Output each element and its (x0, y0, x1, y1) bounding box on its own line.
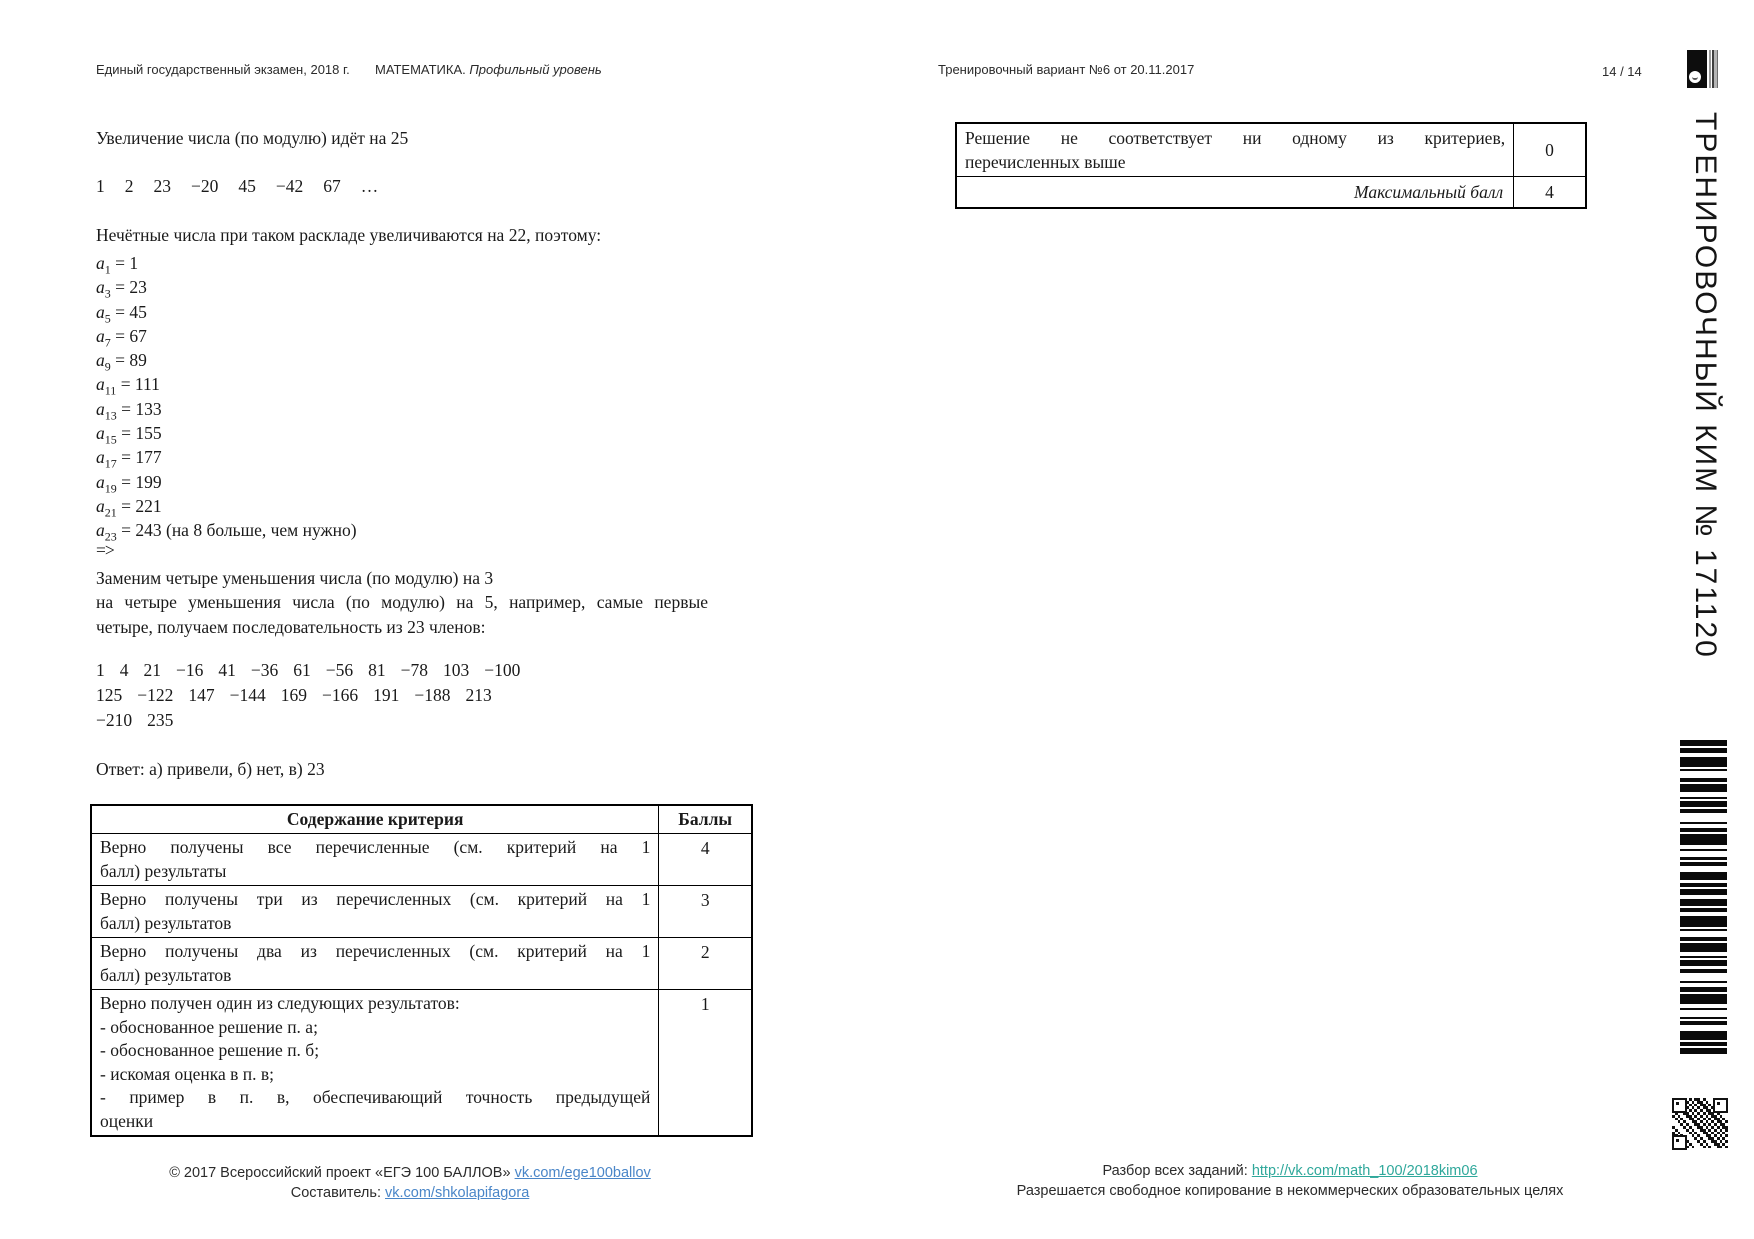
implies-arrow: => (96, 540, 114, 560)
score-criteria-cell: Максимальный балл (956, 177, 1514, 209)
sequence-term: $a_{15} = 155$ (96, 423, 162, 447)
criteria-points-cell: 1 (659, 990, 752, 1137)
solution-intro-line: Увеличение числа (по модулю) идёт на 25 (96, 128, 409, 148)
barcode-bar (1680, 813, 1727, 821)
criteria-table-body (91, 834, 752, 1137)
header-exam-title: Единый государственный экзамен, 2018 г. (96, 62, 350, 77)
footer-author-text: Составитель: (290, 1185, 385, 1201)
sequence-term: $a_{23} = 243$ (на 8 больше, чем нужно) (96, 520, 357, 544)
sequence-term: $a_1 = 1$ (96, 253, 139, 277)
barcode-bar (1680, 916, 1727, 927)
criteria-row (91, 938, 752, 990)
sequence-number: −78 (400, 660, 428, 680)
sequence-number: 67 (323, 176, 341, 196)
text-line: оценки (100, 1110, 154, 1131)
barcode-bar (1680, 757, 1727, 768)
footer-right (985, 1161, 1595, 1201)
sequence-number: 235 (147, 710, 174, 730)
sequence-number: 23 (153, 176, 171, 196)
criteria-header-row (91, 805, 752, 834)
text-line: - обоснованное решение п. а; (100, 1016, 318, 1037)
text-line: Верно получены два из перечисленных (см. критерий на 1 (100, 941, 651, 961)
sequence-term: $a_{19} = 199$ (96, 471, 162, 496)
text-line: перечисленных выше (965, 152, 1126, 172)
qr-finder-square (1713, 1098, 1728, 1113)
sequence-term: $a_{13} = 133$ (96, 398, 162, 423)
sequence-number: 61 (293, 660, 311, 680)
sequence-line-result-1 (96, 660, 535, 681)
barcode-bar (1680, 872, 1727, 880)
barcode-bar (1680, 994, 1727, 1005)
sequence-number: −16 (176, 660, 204, 680)
barcode-bar (1680, 1054, 1727, 1056)
sequence-number: 1 (96, 660, 105, 680)
criteria-header-name: Содержание критерия (91, 805, 659, 834)
sequence-number: 21 (143, 660, 161, 680)
criteria-text-cell (91, 990, 659, 1137)
header-subject-level: Профильный уровень (465, 62, 602, 77)
sequence-number: −188 (414, 685, 451, 705)
criteria-row (91, 834, 752, 886)
qr-finder-square (1672, 1135, 1687, 1150)
score-table-row (956, 177, 1586, 209)
sequence-term: $a_{21} = 221$ (96, 495, 162, 520)
barcode-bar (1680, 1031, 1727, 1039)
sequence-term: $a_5 = 45$ (96, 301, 147, 326)
sequence-number: −100 (484, 660, 521, 680)
footer-author-line (150, 1183, 670, 1203)
criteria-points-cell: 3 (659, 886, 752, 938)
sequence-number: −56 (325, 660, 354, 680)
qr-code (1672, 1098, 1728, 1150)
text-line: - искомая оценка в п. в; (100, 1063, 275, 1084)
sequence-number: 2 (124, 176, 134, 196)
text-line: Заменим четыре уменьшения числа (по модулю) на 3 (96, 568, 494, 588)
sequence-number: 1 (96, 176, 105, 196)
odd-numbers-note: Нечётные числа при таком раскладе увеличиваются на 22, поэтому: (96, 225, 602, 245)
text-line: на четыре уменьшения числа (по модулю) на 5, например, самые первые (96, 592, 708, 613)
sequence-number: 191 (373, 685, 400, 705)
score-value-cell: 0 (1514, 123, 1586, 177)
header-subject-main: МАТЕМАТИКА. (375, 62, 466, 77)
criteria-row (91, 990, 752, 1137)
barcode-bar (1680, 834, 1727, 845)
sequence-line-initial (96, 176, 398, 197)
sequence-number: 125 (96, 685, 123, 705)
sequence-number: 169 (280, 685, 307, 705)
text-line: балл) результатов (100, 964, 232, 985)
text-line: балл) результатов (100, 912, 232, 933)
sequence-number: −210 (96, 710, 133, 730)
ege-logo-icon (1687, 50, 1718, 88)
sequence-term: $a_{11} = 111$ (96, 374, 160, 398)
text-line: Верно получен один из следующих результатов: (100, 993, 460, 1013)
header-subject (375, 62, 602, 77)
footer-license-line: Разрешается свободное копирование в некоммерческих образовательных целях (1016, 1183, 1564, 1199)
text-line: балл) результаты (100, 860, 227, 881)
sequence-number: −36 (250, 660, 279, 680)
sequence-number: 45 (238, 176, 256, 196)
score-criteria-cell (956, 123, 1514, 177)
sequence-number: −42 (275, 176, 304, 196)
score-table-row (956, 123, 1586, 177)
sequence-number: 81 (368, 660, 386, 680)
criteria-points-cell: 2 (659, 938, 752, 990)
barcode-bar (1680, 784, 1727, 792)
criteria-text-cell (91, 834, 659, 886)
replacement-paragraph (96, 566, 708, 639)
text-line: Верно получены все перечисленные (см. критерий на 1 (100, 837, 651, 857)
sequence-number: 41 (218, 660, 236, 680)
sequence-number: −144 (229, 685, 266, 705)
sequence-number: −20 (191, 176, 219, 196)
no-criteria-score-table (955, 122, 1587, 209)
page-number: 14 / 14 (1602, 64, 1642, 79)
vertical-kim-label: ТРЕНИРОВОЧНЫЙ КИМ № 171120 (1689, 112, 1722, 659)
text-line: - пример в п. в, обеспечивающий точность предыдущей (100, 1087, 651, 1107)
footer-solutions-link[interactable]: http://vk.com/math_100/2018kim06 (1251, 1163, 1478, 1179)
sequence-number: 147 (188, 685, 215, 705)
sequence-number: 4 (119, 660, 129, 680)
sequence-line-result-3 (96, 710, 188, 731)
header-variant: Тренировочный вариант №6 от 20.11.2017 (938, 62, 1195, 77)
score-value-cell: 4 (1514, 177, 1586, 209)
sequence-number: 103 (443, 660, 470, 680)
barcode (1680, 740, 1727, 1056)
sequence-number: … (360, 176, 379, 196)
sequence-term: $a_3 = 23$ (96, 277, 147, 301)
text-line: четыре, получаем последовательность из 23 членов: (96, 616, 486, 637)
sequence-term: $a_9 = 89$ (96, 350, 147, 374)
logo-stripes (1709, 50, 1718, 88)
barcode-bar (1680, 943, 1727, 951)
text-line: Верно получены три из перечисленных (см. критерий на 1 (100, 889, 651, 909)
qr-finder-square (1672, 1098, 1687, 1113)
footer-copyright-text: © 2017 Всероссийский проект «ЕГЭ 100 БАЛЛОВ» (169, 1165, 515, 1181)
criteria-points-cell: 4 (659, 834, 752, 886)
score-table-body (956, 123, 1586, 208)
sequence-line-result-2 (96, 685, 507, 706)
criteria-text-cell (91, 938, 659, 990)
sequence-term: $a_{17} = 177$ (96, 447, 162, 471)
sequence-number: −122 (137, 685, 174, 705)
footer-project-link[interactable]: vk.com/ege100ballov (514, 1165, 651, 1181)
footer-author-link[interactable]: vk.com/shkolapifagora (385, 1185, 530, 1201)
criteria-row (91, 886, 752, 938)
text-line: - обоснованное решение п. б; (100, 1040, 320, 1060)
footer-solutions-text: Разбор всех заданий: (1102, 1163, 1252, 1179)
sequence-term: $a_7 = 67$ (96, 325, 147, 350)
criteria-table (90, 804, 753, 1137)
footer-copyright-line (150, 1163, 670, 1183)
logo-circle (1689, 71, 1701, 83)
criteria-header-points: Баллы (659, 805, 752, 834)
a-terms-list (96, 251, 357, 543)
answer-line: Ответ: а) привели, б) нет, в) 23 (96, 759, 325, 779)
barcode-bar (1680, 973, 1727, 981)
sequence-number: 213 (465, 685, 492, 705)
footer-solutions-line (985, 1161, 1595, 1181)
text-line: Решение не соответствует ни одному из критериев, (965, 128, 1506, 148)
sequence-number: −166 (322, 685, 359, 705)
criteria-text-cell (91, 886, 659, 938)
footer-left (150, 1163, 670, 1203)
